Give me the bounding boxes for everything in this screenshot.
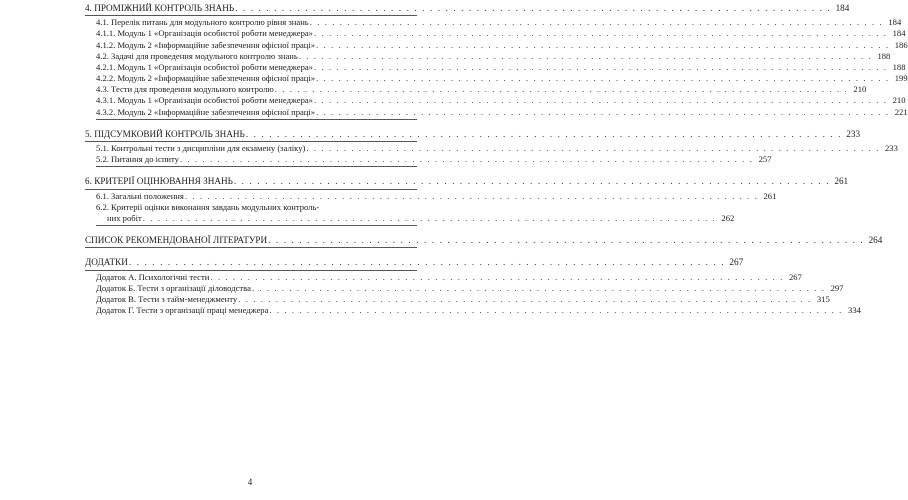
toc-entry-page: 199 [894,73,908,84]
toc-entry-page: 261 [834,176,849,187]
divider [85,141,417,142]
table-of-contents [85,2,908,316]
divider [96,225,417,226]
toc-entry-page: 186 [894,39,908,50]
leader-dots [179,154,755,165]
page-number: 4 [247,477,253,487]
leader-dots [142,213,718,224]
toc-entry-page: 188 [877,50,891,61]
divider [85,247,417,248]
toc-entry-page: 221 [894,106,908,117]
toc-entry[interactable] [85,17,902,28]
toc-entry-title: Додаток В. Тести з тайм-менеджменту [96,293,238,304]
leader-dots [209,272,785,283]
toc-entry-title: 4. ПРОМІЖНИЙ КОНТРОЛЬ ЗНАНЬ [85,2,235,13]
toc-entry-title: 4.3. Тести для проведення модульного контролю [96,84,274,95]
leader-dots [274,84,850,95]
toc-entry-page: 184 [835,2,850,13]
leader-dots [245,129,843,140]
toc-entry[interactable] [85,282,844,294]
divider [85,15,417,16]
leader-dots [305,143,881,154]
toc-entry-title: 4.1.1. Модуль 1 «Організація особистої роботи менеджера» [96,28,313,39]
toc-entry[interactable] [85,73,908,84]
toc-entry-page: 188 [892,61,906,72]
toc-entry[interactable] [85,95,906,107]
toc-entry-appendices[interactable] [85,257,744,268]
leader-dots [298,51,874,62]
toc-entry-title: ДОДАТКИ [85,257,128,268]
toc-entry[interactable] [85,271,802,283]
leader-dots [234,3,832,14]
toc-entry[interactable] [85,84,867,95]
toc-entry-section-4[interactable] [85,2,850,14]
toc-entry-title: них робіт [107,212,142,223]
toc-entry[interactable] [85,61,906,73]
leader-dots [315,73,891,84]
leader-dots [313,28,889,39]
toc-entry-title: 4.1.2. Модуль 2 «Інформаційне забезпечення офісної праці» [96,39,316,50]
toc-entry-title: СПИСОК РЕКОМЕНДОВАНОЇ ЛІТЕРАТУРИ [85,235,268,246]
toc-entry[interactable] [85,154,772,165]
toc-entry[interactable] [85,305,861,316]
leader-dots [267,235,865,246]
toc-entry-page: 184 [892,28,906,39]
divider [85,189,417,190]
toc-entry-section-5[interactable] [85,128,861,140]
toc-entry-title: 4.1. Перелік питань для модульного контролю рівня знань [96,17,309,28]
leader-dots [128,257,726,268]
toc-entry-line-1[interactable] [85,202,417,213]
toc-entry-page: 233 [884,143,898,154]
toc-entry-title: 6.1. Загальні положення [96,190,184,201]
leader-dots [237,294,813,305]
toc-entry-title: Додаток Б. Тести з організації діловодства [96,282,251,293]
toc-entry-title: 4.2.1. Модуль 1 «Організація особистої роботи менеджера» [96,61,313,72]
leader-dots [313,62,889,73]
toc-entry-page: 264 [868,235,883,246]
toc-entry-page: 315 [816,293,830,304]
toc-entry-title: Додаток Г. Тести з організації праці менеджера [96,305,269,316]
divider [96,166,417,167]
leader-dots [315,40,891,51]
leader-dots [313,95,889,106]
toc-entry-page: 184 [888,17,902,28]
toc-entry-page: 261 [763,190,777,201]
toc-entry-page: 233 [846,128,861,139]
toc-entry-bibliography[interactable] [85,235,883,246]
toc-entry-title: 5. ПІДСУМКОВИЙ КОНТРОЛЬ ЗНАНЬ [85,128,245,139]
toc-entry-title: 6. КРИТЕРІЇ ОЦІНЮВАННЯ ЗНАНЬ [85,176,233,187]
leader-dots [251,283,827,294]
toc-entry-line-2[interactable] [85,212,735,224]
toc-entry-page: 297 [830,282,844,293]
toc-entry[interactable] [85,106,908,118]
leader-dots [309,17,885,28]
divider [96,119,417,120]
divider [85,270,417,271]
toc-entry-title: 4.3.2. Модуль 2 «Інформаційне забезпечення офісної праці» [96,106,316,117]
toc-entry-section-6[interactable] [85,176,849,187]
toc-entry-title: 4.3.1. Модуль 1 «Організація особистої роботи менеджера» [96,95,313,106]
toc-entry-page: 210 [892,95,906,106]
leader-dots [184,191,760,202]
toc-entry[interactable] [85,190,777,202]
toc-entry-title: 5.1. Контрольні тести з дисципліни для екзамену (заліку) [96,143,306,154]
toc-entry[interactable] [85,28,906,39]
toc-entry-page: 334 [848,305,861,316]
toc-entry-title: Додаток А. Психологічні тести [96,271,210,282]
leader-dots [268,305,844,316]
toc-entry-page: 267 [788,271,802,282]
toc-entry-page: 267 [729,257,744,268]
toc-entry[interactable] [85,50,891,62]
leader-dots [315,107,891,118]
toc-entry-title: 4.2.2. Модуль 2 «Інформаційне забезпечення офісної праці» [96,73,316,84]
toc-entry-title: 5.2. Питання до іспиту [96,154,179,165]
toc-entry-page: 210 [853,84,867,95]
toc-entry-page: 257 [758,154,772,165]
toc-entry[interactable] [85,143,898,154]
toc-entry-title: 6.2. Критерії оцінки виконання завдань модульних контроль- [96,201,320,212]
toc-entry[interactable] [85,39,908,51]
leader-dots [233,176,831,187]
toc-entry-page: 262 [721,212,735,223]
toc-entry-title: 4.2. Задачі для проведення модульного контролю знань [96,50,298,61]
toc-entry[interactable] [85,293,830,305]
